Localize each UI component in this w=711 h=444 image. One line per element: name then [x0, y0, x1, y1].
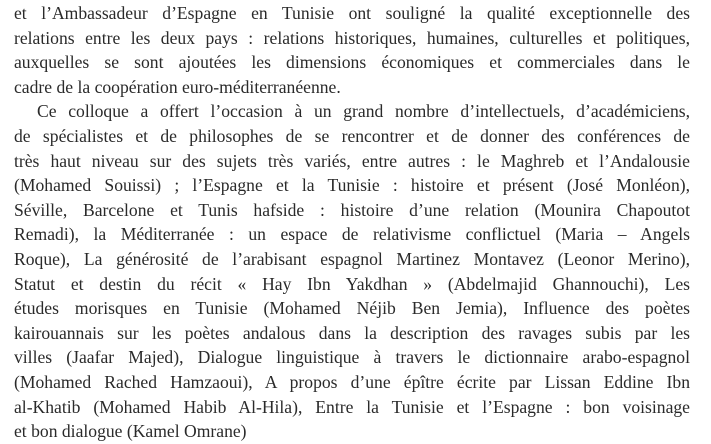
paragraph-2: [14, 99, 690, 443]
text-line: relations entre les deux pays : relations historiques, humaines, culturelles et politiques,: [14, 27, 690, 48]
text-line: et bon dialogue (Kamel Omrane): [14, 421, 247, 442]
text-line: Statut et destin du récit « Hay Ibn Yakdhan » (Abdelmajid Ghannouchi), Les: [14, 273, 690, 294]
text-line: de spécialistes et de philosophes de se rencontrer et de donner des conférences de: [14, 125, 690, 146]
text-line: al-Khatib (Mohamed Habib Al-Hila), Entre la Tunisie et l’Espagne : bon voisinage: [14, 396, 690, 417]
text-line: Roque), La générosité de l’arabisant espagnol Martinez Montavez (Leonor Merino),: [14, 248, 690, 269]
text-line: villes (Jaafar Majed), Dialogue linguistique à travers le dictionnaire arabo-espagnol: [14, 347, 690, 368]
text-line: kairouannais sur les poètes andalous dans la description des ravages subis par les: [14, 322, 690, 343]
document-page: [14, 1, 690, 444]
text-line: auxquelles se sont ajoutées les dimensions économiques et commerciales dans le: [14, 52, 690, 73]
text-line: et l’Ambassadeur d’Espagne en Tunisie ont souligné la qualité exceptionnelle des: [14, 3, 690, 23]
text-line: Remadi), la Méditerranée : un espace de relativisme conflictuel (Maria – Angels: [14, 224, 690, 245]
text-line: (Mohamed Souissi) ; l’Espagne et la Tunisie : histoire et présent (José Monléon),: [14, 175, 690, 196]
text-line: (Mohamed Rached Hamzaoui), A propos d’une épître écrite par Lissan Eddine Ibn: [14, 371, 690, 392]
text-line: études morisques en Tunisie (Mohamed Néjib Ben Jemia), Influence des poètes: [14, 298, 690, 319]
text-line: cadre de la coopération euro-méditerranéenne.: [14, 76, 341, 97]
text-line: Séville, Barcelone et Tunis hafside : histoire d’une relation (Mounira Chapoutot: [14, 199, 690, 220]
text-line: Ce colloque a offert l’occasion à un grand nombre d’intellectuels, d’académiciens,: [37, 101, 690, 122]
paragraph-1: [14, 1, 690, 99]
text-line: très haut niveau sur des sujets très variés, entre autres : le Maghreb et l’Andalousie: [14, 150, 690, 171]
